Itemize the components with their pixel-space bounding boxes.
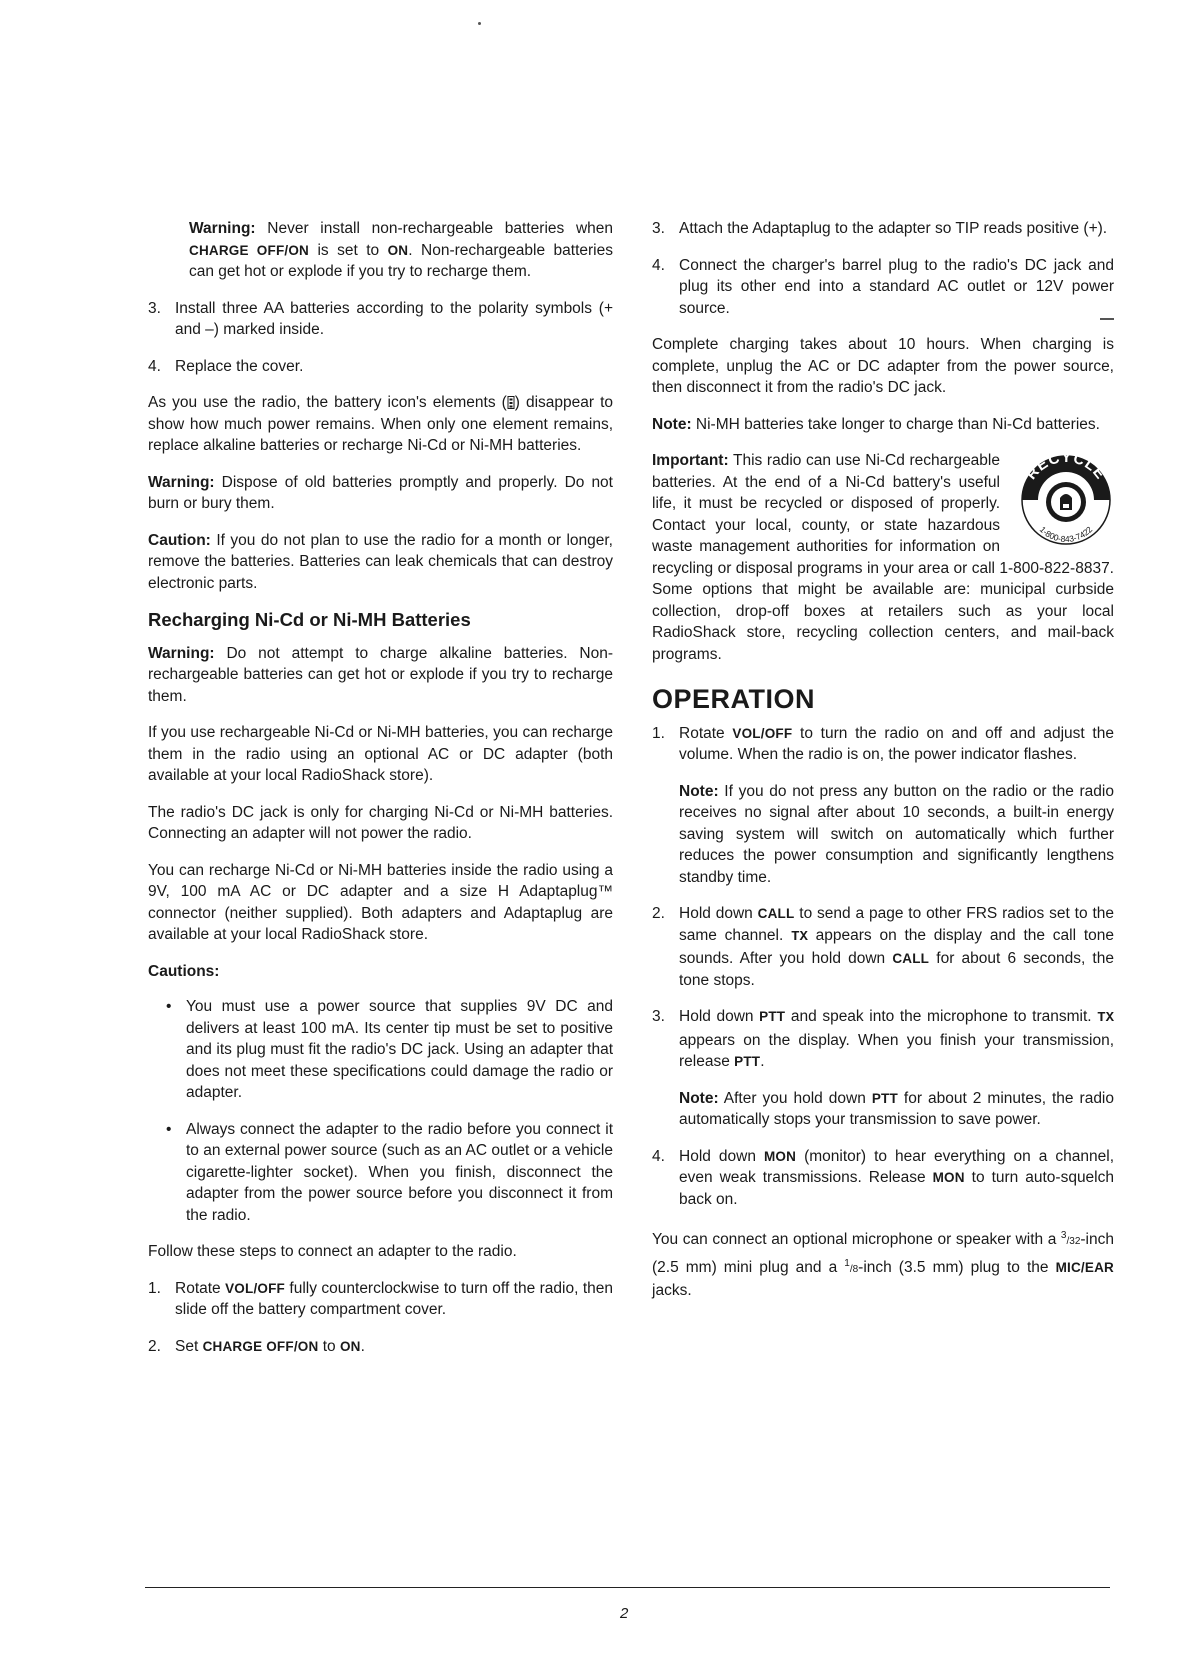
adapter-paragraph: You can recharge Ni-Cd or Ni-MH batteries inside the radio using a 9V, 100 mA AC or DC adapter and a size H Adaptaplug™ connector (neither supplied). Both adapters and Adaptaplug are available at your local RadioShack store. [148, 861, 613, 943]
bullet-icon: • [166, 998, 172, 1015]
note-paragraph: Note: If you do not press any button on the radio or the radio receives no signal after about 10 seconds, a built-in energy saving system will switch on automatically which further reduces the power consumption and significantly lengthens standby time. [679, 782, 1114, 886]
scan-speck [478, 22, 481, 25]
footer-rule [145, 1587, 1110, 1588]
step-item: 3. Attach the Adaptaplug to the adapter so TIP reads positive (+). [652, 220, 1108, 237]
page-number: 2 [620, 1605, 629, 1622]
caution-paragraph: Caution: If you do not plan to use the radio for a month or longer, remove the batteries. Batteries can leak chemicals that can destroy electronic parts. [148, 531, 613, 592]
cautions-label: Cautions: [148, 962, 220, 980]
section-subheading: Recharging Ni-Cd or Ni-MH Batteries [148, 609, 471, 630]
battery-paragraph: As you use the radio, the battery icon's elements ( ) disappear to show how much power remains. When only one element remains, replace alkaline batteries or recharge Ni-Cd or Ni-MH batteries. [148, 394, 614, 454]
right-column [652, 218, 1114, 1317]
operation-step: 3. Hold down PTT and speak into the microphone to transmit. TX appears on the display. When you finish your transmission, release PTT. Note: After you hold down PTT for about 2 minutes, the radio automatically stops your transmission to save power. [652, 1006, 1114, 1131]
step-item: 3. Install three AA batteries according to the polarity symbols (+ and –) marked inside. [148, 299, 613, 338]
important-paragraph: RECYCLE 1-800-843-7422 Important: This radio can use Ni-Cd rechargeable batteries. At the end of a Ni-Cd battery's useful life, it must be recycled or disposed of properly. Contact your local, county, or state hazardous waste management authorities for information on recycling or disposal programs in your area or call 1-800-822-8837. Some options that might be available are: municipal curbside collection, drop-off boxes at retailers such as your local RadioShack store, recycling collection centers, and mail-back programs. [652, 450, 1114, 665]
charging-time-paragraph: Complete charging takes about 10 hours. When charging is complete, unplug the AC or DC adapter from the power source, then disconnect it from the radio's DC jack. [652, 336, 1114, 396]
operation-heading: OPERATION [652, 684, 816, 714]
operation-step: 2. Hold down CALL to send a page to other FRS radios set to the same channel. TX appears on the display and the call tone sounds. After you hold down CALL for about 6 seconds, the tone stops. [652, 905, 1114, 989]
bullet-item: • You must use a power source that supplies 9V DC and delivers at least 100 mA. Its center tip must be set to positive and its plug must fit the radio's DC jack. Using an adapter that does not meet these specifications could damage the radio or adapter. [166, 996, 613, 1104]
battery-icon [507, 395, 515, 409]
svg-text:RECYCLE: RECYCLE [1022, 448, 1110, 483]
operation-step: 4. Hold down MON (monitor) to hear everything on a channel, even weak transmissions. Release MON to turn auto-squelch back on. [652, 1147, 1115, 1208]
note-paragraph: Note: After you hold down PTT for about 2 minutes, the radio automatically stops your transmission to save power. [679, 1089, 1114, 1128]
step-item: 4. Replace the cover. [148, 357, 304, 375]
svg-text:1-800-843-7422: 1-800-843-7422 [1037, 524, 1095, 545]
follow-paragraph: Follow these steps to connect an adapter to the radio. [148, 1243, 517, 1260]
step-item: 4. Connect the charger's barrel plug to the radio's DC jack and plug its other end into a standard AC outlet or 12V power source. [652, 256, 1114, 317]
left-column [148, 218, 613, 1372]
dispose-warning-paragraph: Warning: Dispose of old batteries promptly and properly. Do not burn or bury them. [148, 473, 613, 512]
alkaline-warning-paragraph: Warning: Do not attempt to charge alkaline batteries. Non-rechargeable batteries can get hot or explode if you try to recharge them. [148, 644, 613, 705]
rechargeable-paragraph: If you use rechargeable Ni-Cd or Ni-MH batteries, you can recharge them in the radio using an optional AC or DC adapter (both available at your local RadioShack store). [148, 724, 613, 784]
warning-paragraph: Warning: Never install non-rechargeable batteries when CHARGE OFF/ON is set to ON. Non-rechargeable batteries can get hot or explode if you try to recharge them. [189, 220, 613, 280]
step-item: 1. Rotate VOL/OFF fully counterclockwise to turn off the radio, then slide off the battery compartment cover. [148, 1279, 613, 1318]
note-paragraph: Note: Ni-MH batteries take longer to charge than Ni-Cd batteries. [652, 415, 1100, 433]
bullet-item: • Always connect the adapter to the radio before you connect it to an external power source (such as an AC outlet or a vehicle cigarette-lighter socket). When you finish, disconnect the adapter from the power source before you disconnect it from the radio. [166, 1119, 613, 1227]
recycle-logo [1010, 444, 1122, 552]
mic-paragraph: You can connect an optional microphone or speaker with a $^3$/32-inch (2.5 mm) mini plug and a $^1$/8-inch (3.5 mm) plug to the MIC/EAR jacks. [652, 1230, 1114, 1300]
operation-step: 1. Rotate VOL/OFF to turn the radio on and off and adjust the volume. When the radio is on, the power indicator flashes. Note: If you do not press any button on the radio or the radio receives no signal after about 10 seconds, a built-in energy saving system will switch on automatically which further reduces the power consumption and significantly lengthens standby time. [652, 723, 1114, 889]
bullet-icon: • [166, 1120, 172, 1138]
step-item: 2. Set CHARGE OFF/ON to ON. [148, 1337, 365, 1355]
dc-jack-paragraph: The radio's DC jack is only for charging Ni-Cd or Ni-MH batteries. Connecting an adapter will not power the radio. [148, 803, 613, 842]
